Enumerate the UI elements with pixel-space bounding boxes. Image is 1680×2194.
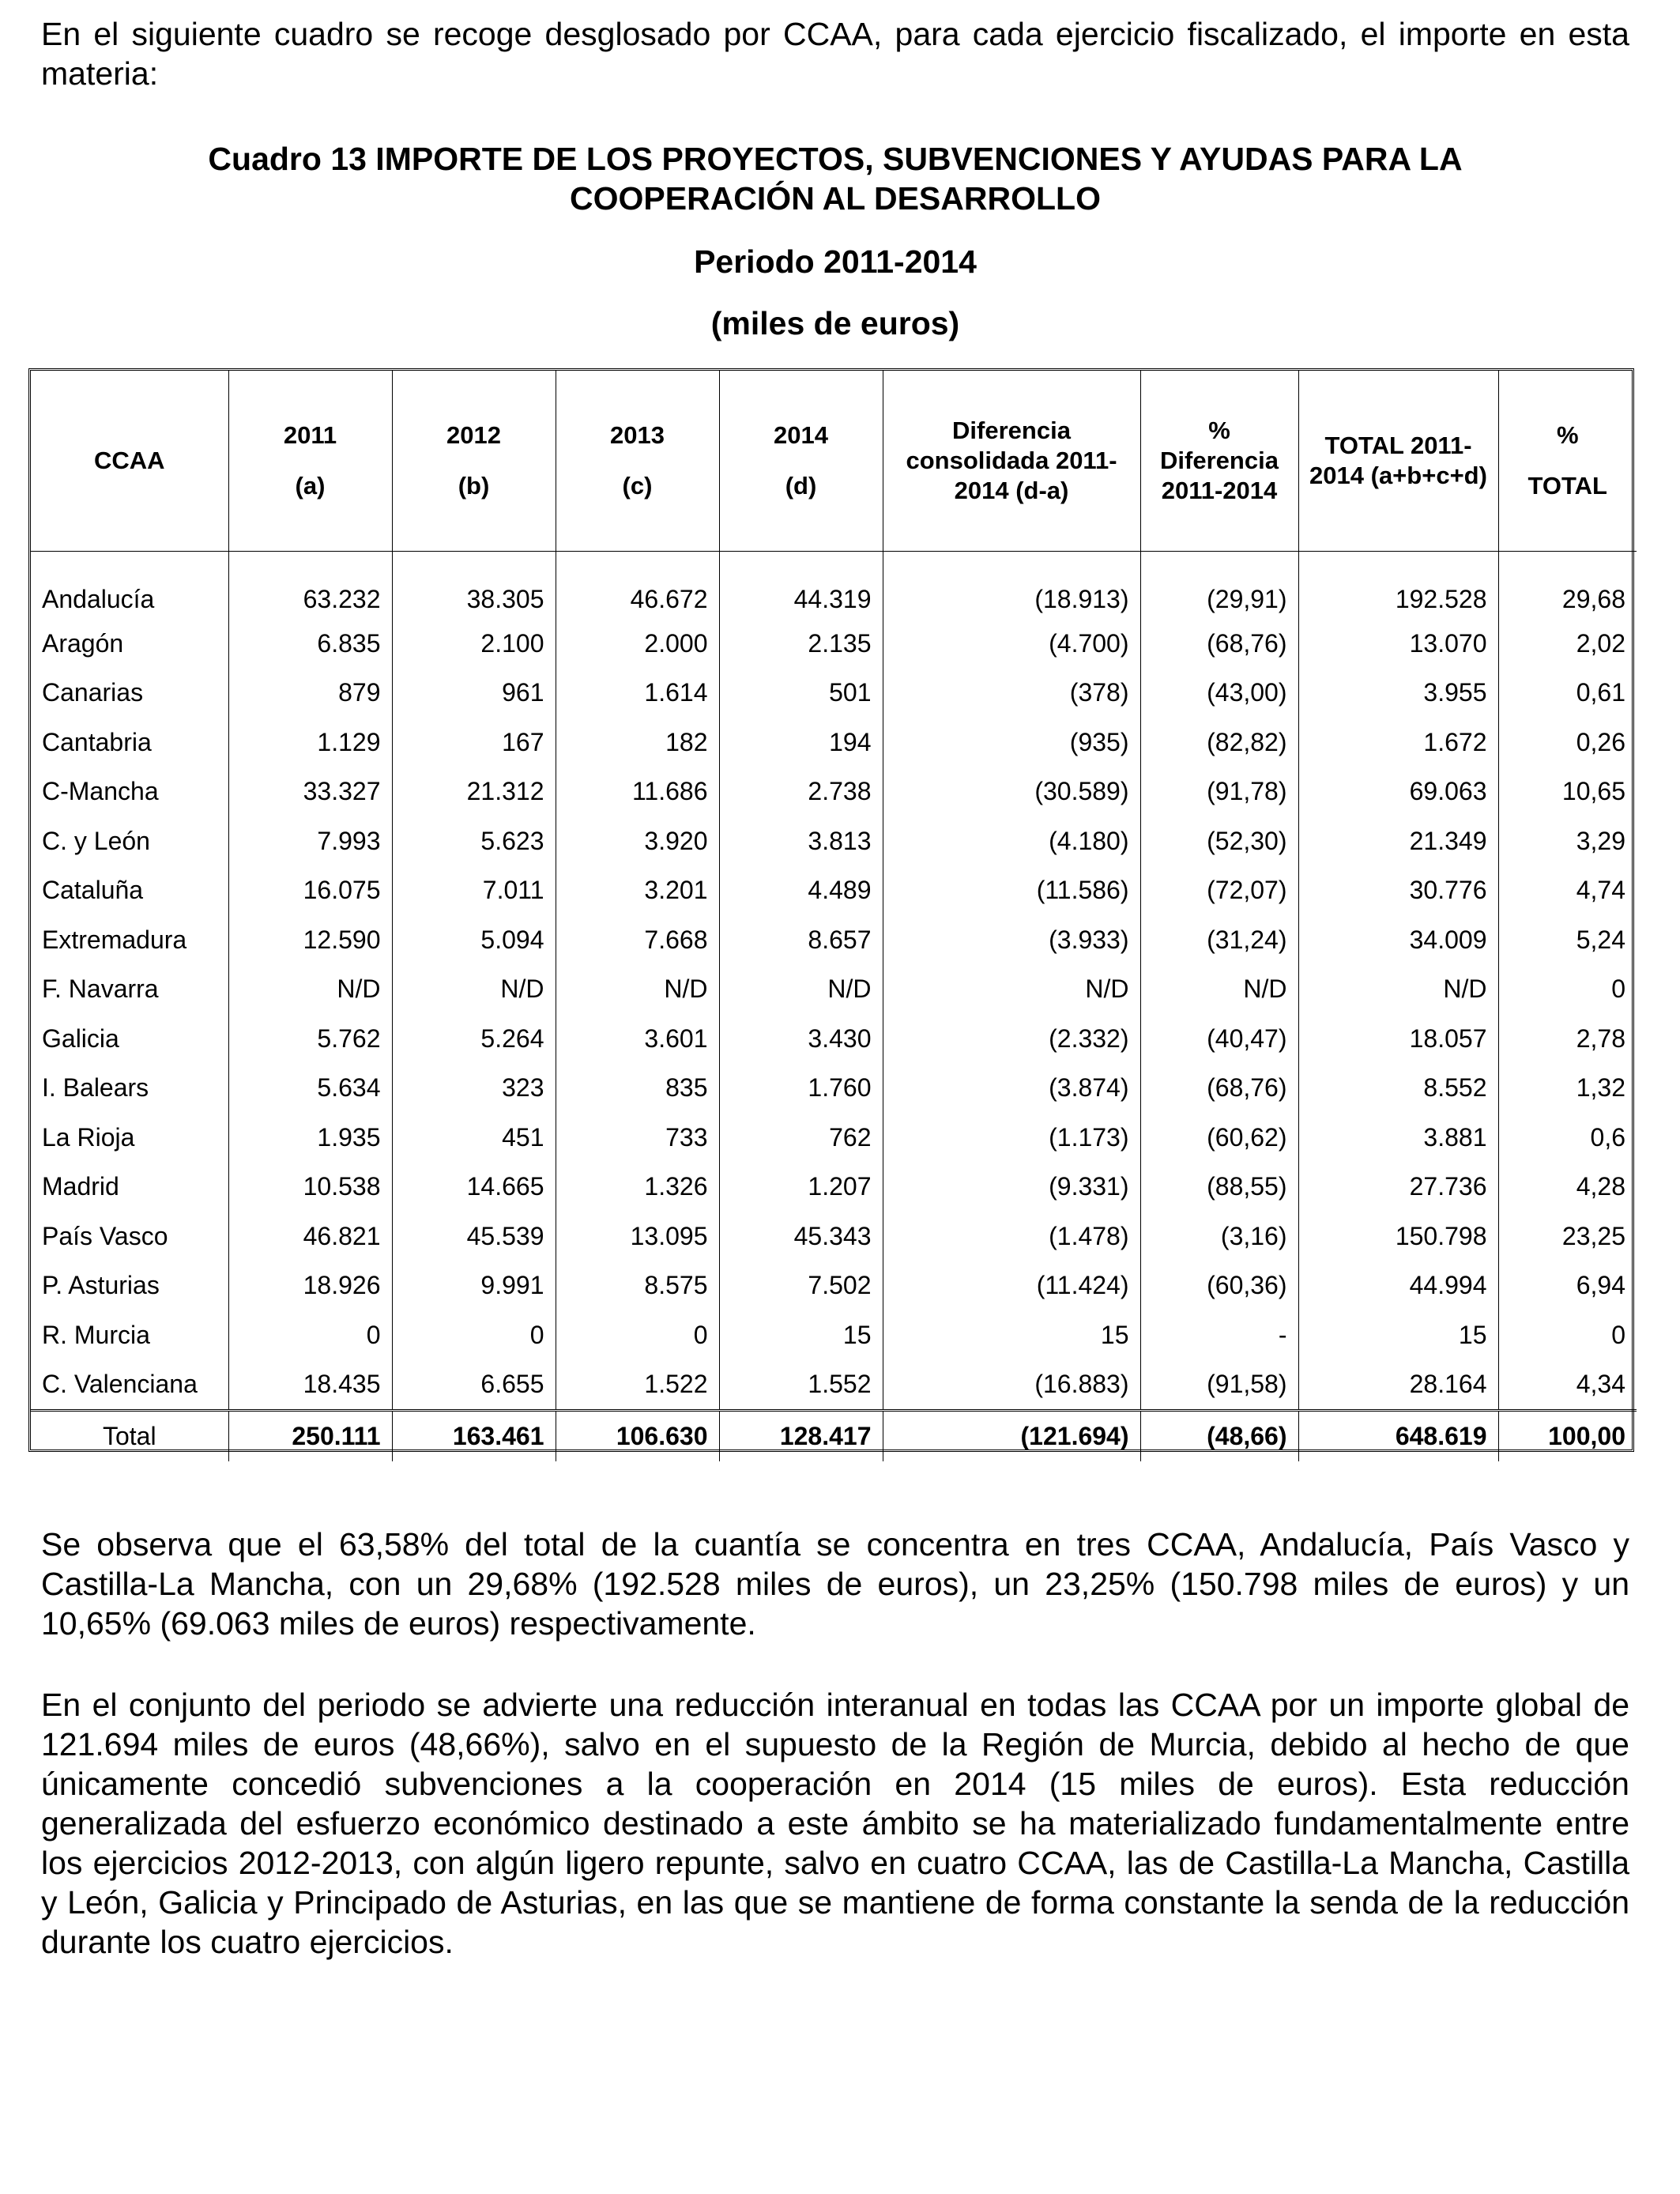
value-cell: 2.100	[392, 619, 556, 669]
value-cell: 7.993	[228, 816, 392, 866]
value-cell: 3.955	[1298, 668, 1498, 718]
region-name-cell: La Rioja	[42, 1122, 135, 1152]
value-cell: (82,82)	[1140, 718, 1298, 767]
value-cell: 10,65	[1498, 767, 1637, 816]
value-cell: 27.736	[1298, 1162, 1498, 1212]
value-cell: 1.672	[1298, 718, 1498, 767]
column-header-label: CCAA	[93, 447, 165, 474]
value-cell: 3,29	[1498, 816, 1637, 866]
value-cell: 7.502	[719, 1261, 883, 1310]
value-cell: (60,62)	[1140, 1113, 1298, 1163]
value-cell: 3.813	[719, 816, 883, 866]
value-cell: 13.070	[1298, 619, 1498, 669]
value-cell: 29,68	[1498, 569, 1637, 619]
value-cell: (88,55)	[1140, 1162, 1298, 1212]
value-cell: 501	[719, 668, 883, 718]
column-header-label: % Diferencia 2011-2014	[1160, 417, 1279, 504]
value-cell: (72,07)	[1140, 865, 1298, 915]
value-cell: N/D	[719, 964, 883, 1014]
value-cell: 9.991	[392, 1261, 556, 1310]
value-cell: 194	[719, 718, 883, 767]
region-name-cell: Extremadura	[42, 925, 187, 954]
column-header	[1498, 371, 1637, 552]
spacer-cell	[883, 552, 1140, 570]
value-cell: (68,76)	[1140, 619, 1298, 669]
table-row	[31, 1063, 1637, 1113]
value-cell: 3.881	[1298, 1113, 1498, 1163]
table-row	[31, 1261, 1637, 1310]
column-header-sublabel: (d)	[785, 472, 817, 499]
value-cell: 46.672	[556, 569, 719, 619]
value-cell: 45.343	[719, 1212, 883, 1261]
value-cell: 7.668	[556, 915, 719, 965]
table-body	[31, 552, 1637, 1411]
value-cell: 1.522	[556, 1359, 719, 1410]
total-value-cell: 250.111	[228, 1410, 392, 1461]
column-header-label: Diferencia consolidada 2011-2014 (d-a)	[906, 417, 1117, 504]
column-header-label: %	[1556, 421, 1579, 449]
value-cell: 2.135	[719, 619, 883, 669]
column-header	[31, 371, 228, 552]
value-cell: 0	[228, 1310, 392, 1360]
analysis-paragraph-1: Se observa que el 63,58% del total de la cuantía se concentra en tres CCAA, Andalucía, País Vasco y Castilla-La Mancha, con un 29,68% (192.528 miles de euros), un 23,25% (150.798 miles de euros) y un 10,65% (69.063 miles de euros) respectivamente.	[41, 1526, 1629, 1642]
value-cell: 167	[392, 718, 556, 767]
value-cell: 5.634	[228, 1063, 392, 1113]
table-row	[31, 964, 1637, 1014]
table-row	[31, 718, 1637, 767]
value-cell: (4.700)	[883, 619, 1140, 669]
value-cell: 762	[719, 1113, 883, 1163]
value-cell: 323	[392, 1063, 556, 1113]
value-cell: 1.760	[719, 1063, 883, 1113]
table-row	[31, 619, 1637, 669]
value-cell: 5.094	[392, 915, 556, 965]
value-cell: 1.129	[228, 718, 392, 767]
value-cell: 44.319	[719, 569, 883, 619]
value-cell: 18.435	[228, 1359, 392, 1410]
value-cell: (3.874)	[883, 1063, 1140, 1113]
region-name-cell: C-Mancha	[42, 777, 159, 805]
value-cell: 0	[556, 1310, 719, 1360]
value-cell: 5.623	[392, 816, 556, 866]
column-header-label: 2013	[610, 421, 665, 449]
region-name-cell: Cantabria	[42, 727, 152, 756]
value-cell: (378)	[883, 668, 1140, 718]
value-cell: N/D	[556, 964, 719, 1014]
value-cell: (68,76)	[1140, 1063, 1298, 1113]
total-label-cell: Total	[31, 1410, 228, 1461]
table-total-row	[31, 1410, 1637, 1461]
value-cell: 5.762	[228, 1014, 392, 1064]
value-cell: (11.586)	[883, 865, 1140, 915]
spacer-cell	[556, 552, 719, 570]
value-cell: (52,30)	[1140, 816, 1298, 866]
table-row	[31, 1113, 1637, 1163]
value-cell: 3.430	[719, 1014, 883, 1064]
value-cell: (30.589)	[883, 767, 1140, 816]
value-cell: 6.655	[392, 1359, 556, 1410]
total-value-cell: (121.694)	[883, 1410, 1140, 1461]
table-row	[31, 865, 1637, 915]
value-cell: (91,58)	[1140, 1359, 1298, 1410]
region-name-cell: Galicia	[42, 1023, 119, 1053]
value-cell: 192.528	[1298, 569, 1498, 619]
value-cell: 34.009	[1298, 915, 1498, 965]
value-cell: 4,34	[1498, 1359, 1637, 1410]
value-cell: (18.913)	[883, 569, 1140, 619]
value-cell: 2,02	[1498, 619, 1637, 669]
region-name-cell: R. Murcia	[42, 1320, 150, 1349]
column-header-label: 2012	[446, 421, 501, 449]
table-row	[31, 1162, 1637, 1212]
value-cell: 7.011	[392, 865, 556, 915]
region-name-cell: F. Navarra	[42, 974, 159, 1003]
value-cell: 4,28	[1498, 1162, 1637, 1212]
table-row	[31, 816, 1637, 866]
value-cell: 451	[392, 1113, 556, 1163]
value-cell: 1,32	[1498, 1063, 1637, 1113]
value-cell: 63.232	[228, 569, 392, 619]
total-value-cell: 163.461	[392, 1410, 556, 1461]
value-cell: 11.686	[556, 767, 719, 816]
value-cell: (3,16)	[1140, 1212, 1298, 1261]
value-cell: N/D	[1140, 964, 1298, 1014]
spacer-cell	[31, 552, 228, 570]
table-row	[31, 569, 1637, 619]
value-cell: 30.776	[1298, 865, 1498, 915]
region-name-cell: País Vasco	[42, 1221, 168, 1250]
table-row	[31, 1310, 1637, 1360]
value-cell: 28.164	[1298, 1359, 1498, 1410]
value-cell: 733	[556, 1113, 719, 1163]
table-row	[31, 1014, 1637, 1064]
value-cell: 1.935	[228, 1113, 392, 1163]
region-name-cell: C. Valenciana	[42, 1370, 198, 1398]
value-cell: 2.000	[556, 619, 719, 669]
column-header	[1140, 371, 1298, 552]
value-cell: 45.539	[392, 1212, 556, 1261]
region-name-cell: Cataluña	[42, 876, 144, 904]
column-header	[228, 371, 392, 552]
value-cell: (11.424)	[883, 1261, 1140, 1310]
analysis-paragraph-2: En el conjunto del periodo se advierte una reducción interanual en todas las CCAA por un importe global de 121.694 miles de euros (48,66%), salvo en el supuesto de la Región de Murcia, debido al hecho de que únicamente concedió subvenciones a la cooperación en 2014 (15 miles de euros). Esta reducción generalizada del esfuerzo económico destinado a este ámbito se ha materializado fundamentalmente entre los ejercicios 2012-2013, con algún ligero repunte, salvo en cuatro CCAA, las de Castilla-La Mancha, Castilla y León, Galicia y Principado de Asturias, en las que se mantiene de forma constante la senda de la reducción durante los cuatro ejercicios.	[41, 1687, 1629, 1960]
total-value-cell: 128.417	[719, 1410, 883, 1461]
value-cell: 1.552	[719, 1359, 883, 1410]
table-row	[31, 915, 1637, 965]
value-cell: 15	[1298, 1310, 1498, 1360]
value-cell: -	[1140, 1310, 1298, 1360]
region-name-cell: Canarias	[42, 678, 144, 707]
data-table	[31, 371, 1637, 1461]
value-cell: (31,24)	[1140, 915, 1298, 965]
table-spacer-row	[31, 552, 1637, 570]
spacer-cell	[1140, 552, 1298, 570]
value-cell: 1.326	[556, 1162, 719, 1212]
value-cell: 6.835	[228, 619, 392, 669]
value-cell: 6,94	[1498, 1261, 1637, 1310]
region-name-cell: C. y León	[42, 826, 150, 855]
value-cell: 13.095	[556, 1212, 719, 1261]
column-header	[1298, 371, 1498, 552]
column-header-label: 2014	[774, 421, 828, 449]
value-cell: 69.063	[1298, 767, 1498, 816]
table-row	[31, 767, 1637, 816]
value-cell: (91,78)	[1140, 767, 1298, 816]
column-header-sublabel: TOTAL	[1527, 472, 1607, 499]
value-cell: (43,00)	[1140, 668, 1298, 718]
value-cell: 3.201	[556, 865, 719, 915]
value-cell: (935)	[883, 718, 1140, 767]
table-title-line-2: COOPERACIÓN AL DESARROLLO	[570, 180, 1101, 217]
region-name-cell: Madrid	[42, 1172, 119, 1201]
value-cell: 23,25	[1498, 1212, 1637, 1261]
total-value-cell: 100,00	[1498, 1410, 1637, 1461]
table-period: Periodo 2011-2014	[694, 243, 977, 280]
value-cell: 182	[556, 718, 719, 767]
total-value-cell: (48,66)	[1140, 1410, 1298, 1461]
region-name-cell: Andalucía	[42, 584, 155, 613]
spacer-cell	[392, 552, 556, 570]
value-cell: 0,26	[1498, 718, 1637, 767]
spacer-cell	[719, 552, 883, 570]
table-units: (miles de euros)	[710, 305, 960, 341]
table-title-line-1: Cuadro 13 IMPORTE DE LOS PROYECTOS, SUBVENCIONES Y AYUDAS PARA LA	[208, 141, 1463, 177]
value-cell: (40,47)	[1140, 1014, 1298, 1064]
column-header-sublabel: (c)	[622, 472, 653, 499]
value-cell: 46.821	[228, 1212, 392, 1261]
value-cell: 5,24	[1498, 915, 1637, 965]
value-cell: N/D	[392, 964, 556, 1014]
value-cell: 3.601	[556, 1014, 719, 1064]
value-cell: (3.933)	[883, 915, 1140, 965]
value-cell: 10.538	[228, 1162, 392, 1212]
value-cell: 4,74	[1498, 865, 1637, 915]
value-cell: 8.657	[719, 915, 883, 965]
value-cell: 1.207	[719, 1162, 883, 1212]
column-header	[719, 371, 883, 552]
value-cell: 3.920	[556, 816, 719, 866]
value-cell: (60,36)	[1140, 1261, 1298, 1310]
value-cell: 0	[392, 1310, 556, 1360]
region-name-cell: Aragón	[42, 628, 124, 658]
table-row	[31, 1359, 1637, 1410]
value-cell: 18.926	[228, 1261, 392, 1310]
value-cell: 0,61	[1498, 668, 1637, 718]
region-name-cell: P. Asturias	[42, 1271, 160, 1299]
column-header	[883, 371, 1140, 552]
value-cell: 33.327	[228, 767, 392, 816]
total-value-cell: 648.619	[1298, 1410, 1498, 1461]
column-header-sublabel: (b)	[458, 472, 490, 499]
value-cell: 2,78	[1498, 1014, 1637, 1064]
value-cell: N/D	[1298, 964, 1498, 1014]
table-row	[31, 668, 1637, 718]
column-header	[556, 371, 719, 552]
value-cell: 8.552	[1298, 1063, 1498, 1113]
data-table-frame	[28, 368, 1634, 1452]
value-cell: (16.883)	[883, 1359, 1140, 1410]
value-cell: 8.575	[556, 1261, 719, 1310]
value-cell: (4.180)	[883, 816, 1140, 866]
spacer-cell	[1498, 552, 1637, 570]
table-header-row	[31, 371, 1637, 552]
value-cell: 5.264	[392, 1014, 556, 1064]
value-cell: (1.173)	[883, 1113, 1140, 1163]
value-cell: 0	[1498, 1310, 1637, 1360]
value-cell: (29,91)	[1140, 569, 1298, 619]
value-cell: 835	[556, 1063, 719, 1113]
value-cell: 961	[392, 668, 556, 718]
value-cell: (9.331)	[883, 1162, 1140, 1212]
value-cell: 16.075	[228, 865, 392, 915]
value-cell: 15	[719, 1310, 883, 1360]
table-row	[31, 1212, 1637, 1261]
column-header-label: TOTAL 2011-2014 (a+b+c+d)	[1309, 432, 1487, 489]
column-header	[392, 371, 556, 552]
value-cell: 21.349	[1298, 816, 1498, 866]
spacer-cell	[228, 552, 392, 570]
value-cell: 1.614	[556, 668, 719, 718]
value-cell: 21.312	[392, 767, 556, 816]
value-cell: (1.478)	[883, 1212, 1140, 1261]
value-cell: N/D	[228, 964, 392, 1014]
value-cell: 38.305	[392, 569, 556, 619]
value-cell: 0,6	[1498, 1113, 1637, 1163]
column-header-label: 2011	[283, 421, 337, 449]
value-cell: 14.665	[392, 1162, 556, 1212]
spacer-cell	[1298, 552, 1498, 570]
value-cell: (2.332)	[883, 1014, 1140, 1064]
value-cell: 12.590	[228, 915, 392, 965]
intro-paragraph: En el siguiente cuadro se recoge desglosado por CCAA, para cada ejercicio fiscalizado, el importe en esta materia:	[41, 16, 1629, 92]
value-cell: 4.489	[719, 865, 883, 915]
total-value-cell: 106.630	[556, 1410, 719, 1461]
value-cell: 44.994	[1298, 1261, 1498, 1310]
region-name-cell: I. Balears	[42, 1073, 149, 1102]
value-cell: 2.738	[719, 767, 883, 816]
value-cell: 18.057	[1298, 1014, 1498, 1064]
value-cell: N/D	[883, 964, 1140, 1014]
value-cell: 879	[228, 668, 392, 718]
value-cell: 150.798	[1298, 1212, 1498, 1261]
value-cell: 15	[883, 1310, 1140, 1360]
value-cell: 0	[1498, 964, 1637, 1014]
column-header-sublabel: (a)	[295, 472, 326, 499]
